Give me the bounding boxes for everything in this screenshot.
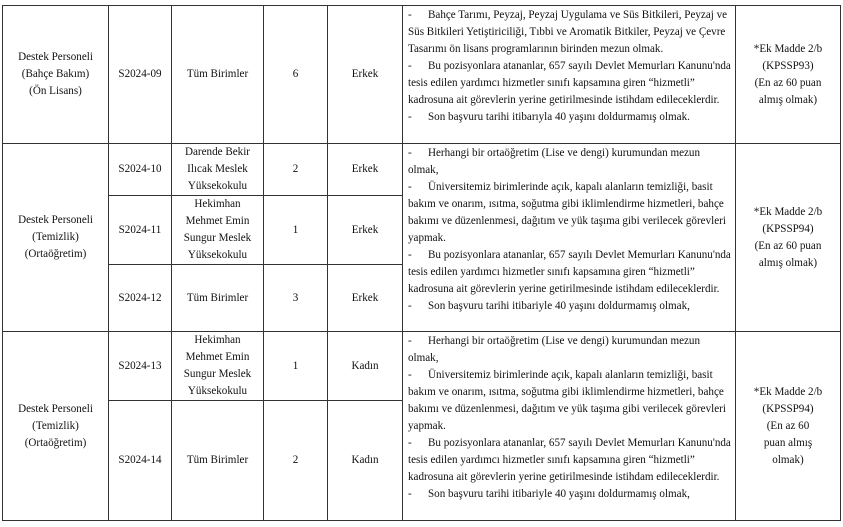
- requirement-item: - Herhangi bir ortaöğretim (Lise ve dengi) kurumundan mezun olmak,: [408, 147, 701, 176]
- count-cell: 3: [264, 265, 328, 332]
- position-line: (Temizlik): [32, 231, 79, 243]
- position-line: (Ortaöğretim): [24, 248, 87, 260]
- position-line: Destek Personeli: [18, 402, 93, 415]
- position-cell: [3, 6, 109, 144]
- requirement-item: - Üniversitemiz birimlerinde açık, kapalı alanların temizliği, basit bakım ve onarım, ısıtma, soğutma gibi iklimlendirme hizmetleri, bahçe bakımı ve düzenlenmesi, dağıtım ve yük taşıma gibi verilecek görevleri yapmak.: [408, 369, 726, 432]
- note-line: (KPSSP93): [762, 59, 814, 72]
- requirement-item: - Bahçe Tarımı, Peyzaj, Peyzaj Uygulama ve Süs Bitkileri, Peyzaj ve Süs Bitkileri Yetiştiriciliği, Tıbbi ve Aromatik Bitkiler, Peyzaj ve Çevre Tasarımı ön lisans programlarının birinden mezun olmak.: [408, 9, 728, 55]
- note-cell: [736, 6, 841, 144]
- requirement-item: - Üniversitemiz birimlerinde açık, kapalı alanların temizliği, basit bakım ve onarım, ısıtma, soğutma gibi iklimlendirme hizmetleri, bahçe bakımı ve düzenlenmesi, dağıtım ve yük taşıma gibi verilecek görevleri yapmak.: [408, 181, 726, 244]
- code-cell: S2024-13: [109, 332, 172, 401]
- note-line: olmak): [772, 453, 804, 466]
- note-line: *Ek Madde 2/b: [753, 42, 823, 55]
- unit-line: Yüksekokulu: [187, 180, 248, 192]
- unit-line: Mehmet Emin: [185, 215, 250, 227]
- position-line: Destek Personeli: [18, 214, 93, 226]
- count-cell: 1: [264, 332, 328, 401]
- note-line: (En az 60 puan: [754, 239, 822, 252]
- table-row: [3, 6, 841, 144]
- position-line: (Ortaöğretim): [24, 436, 87, 449]
- unit-line: Hekimhan: [194, 198, 241, 210]
- requirement-item: - Bu pozisyonlara atananlar, 657 sayılı Devlet Memurları Kanunu'nda tesis edilen yardımcı hizmetler sınıfı kapsamına giren “hizmetli” kadrosuna ait görevlerin yerine getirilmesinde istihdam edileceklerdir.: [408, 249, 731, 295]
- requirement-item: - Son başvuru tarihi itibarıyla 40 yaşını doldurmamış olmak.: [408, 111, 690, 123]
- gender-cell: Kadın: [328, 401, 403, 521]
- note-line: almış olmak): [758, 93, 818, 106]
- gender-cell: Erkek: [328, 6, 403, 144]
- position-cell: [3, 144, 109, 332]
- note-line: (En az 60 puan: [754, 76, 822, 89]
- unit-line: Mehmet Emin: [185, 351, 250, 363]
- unit-cell: [172, 196, 264, 265]
- requirement-item: - Son başvuru tarihi itibariyle 40 yaşını doldurmamış olmak,: [408, 488, 690, 500]
- requirements-cell: [403, 332, 736, 521]
- note-cell: [736, 144, 841, 332]
- unit-line: Yüksekokulu: [187, 249, 248, 261]
- requirement-item: - Bu pozisyonlara atananlar, 657 sayılı Devlet Memurları Kanunu'nda tesis edilen yardımcı hizmetler sınıfı kapsamına giren “hizmetli” kadrosuna ait görevlerin yerine getirilmesinde istihdam edileceklerdir.: [408, 437, 731, 483]
- gender-cell: Kadın: [328, 332, 403, 401]
- unit-line: Tüm Birimler: [186, 454, 249, 466]
- unit-line: Hekimhan: [194, 334, 241, 346]
- unit-cell: [172, 332, 264, 401]
- position-line: (Ön Lisans): [29, 85, 82, 97]
- gender-cell: Erkek: [328, 265, 403, 332]
- gender-cell: Erkek: [328, 144, 403, 196]
- unit-line: Darende Bekir: [185, 146, 250, 158]
- gender-cell: Erkek: [328, 196, 403, 265]
- requirement-item: - Bu pozisyonlara atananlar, 657 sayılı Devlet Memurları Kanunu'nda tesis edilen yardımcı hizmetler sınıfı kapsamına giren “hizmetli” kadrosuna ait görevlerin yerine getirilmesinde istihdam edileceklerdir.: [408, 60, 731, 106]
- unit-line: Yüksekokulu: [187, 385, 248, 397]
- unit-line: Ilıcak Meslek: [187, 163, 248, 175]
- unit-line: Tüm Birimler: [186, 68, 249, 80]
- position-line: Destek Personeli: [18, 51, 93, 63]
- code-cell: S2024-14: [109, 401, 172, 521]
- note-line: puan almış: [763, 436, 813, 449]
- requirements-cell: [403, 144, 736, 332]
- requirement-item: - Son başvuru tarihi itibariyle 40 yaşını doldurmamış olmak,: [408, 300, 690, 312]
- position-line: (Bahçe Bakım): [21, 68, 90, 80]
- count-cell: 2: [264, 144, 328, 196]
- requirement-item: - Herhangi bir ortaöğretim (Lise ve dengi) kurumundan mezun olmak,: [408, 335, 701, 364]
- note-line: (KPSSP94): [762, 222, 814, 235]
- unit-line: Sungur Meslek: [183, 368, 252, 380]
- count-cell: 1: [264, 196, 328, 265]
- count-cell: 2: [264, 401, 328, 521]
- unit-cell: [172, 144, 264, 196]
- note-line: almış olmak): [758, 256, 818, 269]
- note-line: (KPSSP94): [762, 402, 814, 415]
- unit-cell: [172, 6, 264, 144]
- position-cell: [3, 332, 109, 521]
- unit-cell: [172, 265, 264, 332]
- unit-line: Sungur Meslek: [183, 232, 252, 244]
- positions-table: [2, 5, 841, 521]
- unit-line: Tüm Birimler: [186, 291, 249, 304]
- unit-cell: [172, 401, 264, 521]
- note-line: *Ek Madde 2/b: [753, 205, 823, 218]
- code-cell: S2024-12: [109, 265, 172, 332]
- note-cell: [736, 332, 841, 521]
- note-line: (En az 60: [766, 419, 810, 432]
- code-cell: S2024-09: [109, 6, 172, 144]
- requirements-cell: [403, 6, 736, 144]
- note-line: *Ek Madde 2/b: [753, 385, 823, 398]
- count-cell: 6: [264, 6, 328, 144]
- position-line: (Temizlik): [32, 419, 79, 432]
- table-row: [3, 144, 841, 196]
- code-cell: S2024-11: [109, 196, 172, 265]
- table-row: [3, 332, 841, 401]
- code-cell: S2024-10: [109, 144, 172, 196]
